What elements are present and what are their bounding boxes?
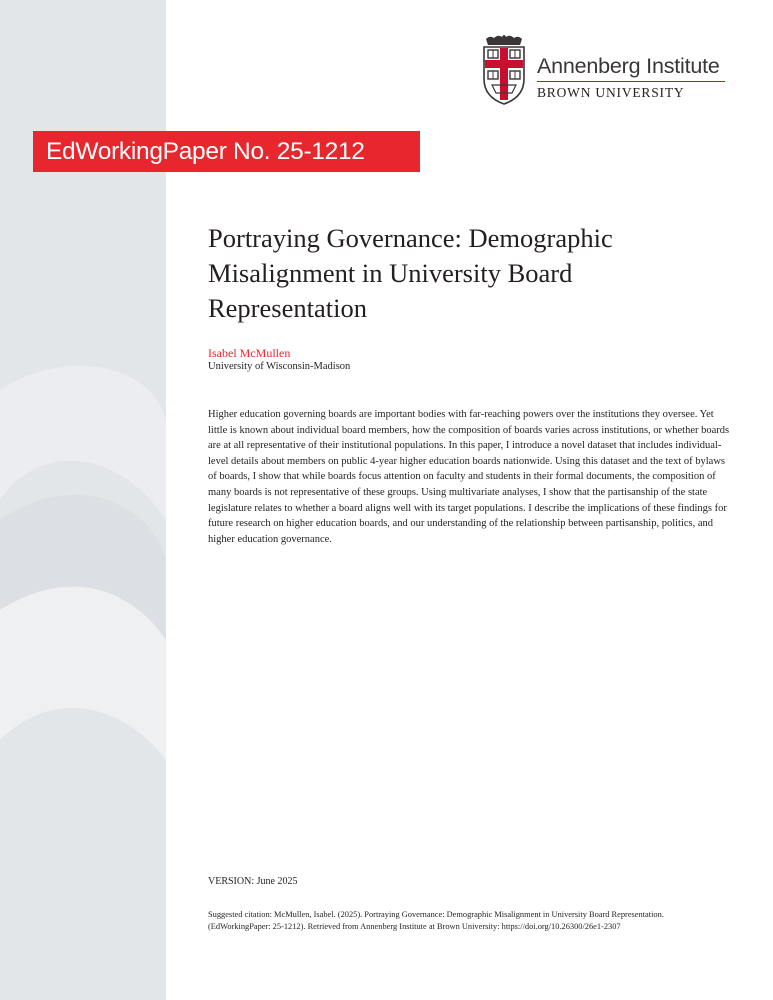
university-name: BROWN UNIVERSITY xyxy=(537,85,685,100)
paper-title: Portraying Governance: Demographic Misalignment in University Board Representation xyxy=(208,223,613,323)
annenberg-logo xyxy=(482,33,732,108)
brown-university-shield-icon xyxy=(482,33,526,105)
author-name: Isabel McMullen xyxy=(208,346,291,360)
author-affiliation: University of Wisconsin-Madison xyxy=(208,361,351,372)
abstract: Higher education governing boards are important bodies with far-reaching powers over the institutions they oversee. Yet little is known about individual board members, how the composition of boards varies across institutions, or whether boards are at all representative of their institutional populations. In this paper, I introduce a novel dataset that includes individual-level details about members on public 4-year higher education boards nationwide. Using this dataset and the text of bylaws of boards, I show that while boards focus attention on faculty and students in their formal documents, the composition of many boards is not representative of these groups. Using multivariate analyses, I show that the partisanship of the state legislature relates to whether a board aligns well with its target populations. I describe the implications of these findings for future research on higher education boards, and our understanding of the relationship between partisanship, politics, and higher education governance. xyxy=(208,409,730,545)
working-paper-banner: EdWorkingPaper No. 25-1212 xyxy=(33,131,420,172)
institute-name: Annenberg Institute xyxy=(537,54,720,78)
suggested-citation: Suggested citation: McMullen, Isabel. (2025). Portraying Governance: Demographic Misalignment in University Board Representation. (EdWorkingPaper: 25-1212). Retrieved from Annenberg Institute at Brown University: https://doi.org/10.26300/26e1-2307 xyxy=(208,910,664,931)
logo-divider xyxy=(537,81,725,82)
version-line: VERSION: June 2025 xyxy=(208,876,298,887)
